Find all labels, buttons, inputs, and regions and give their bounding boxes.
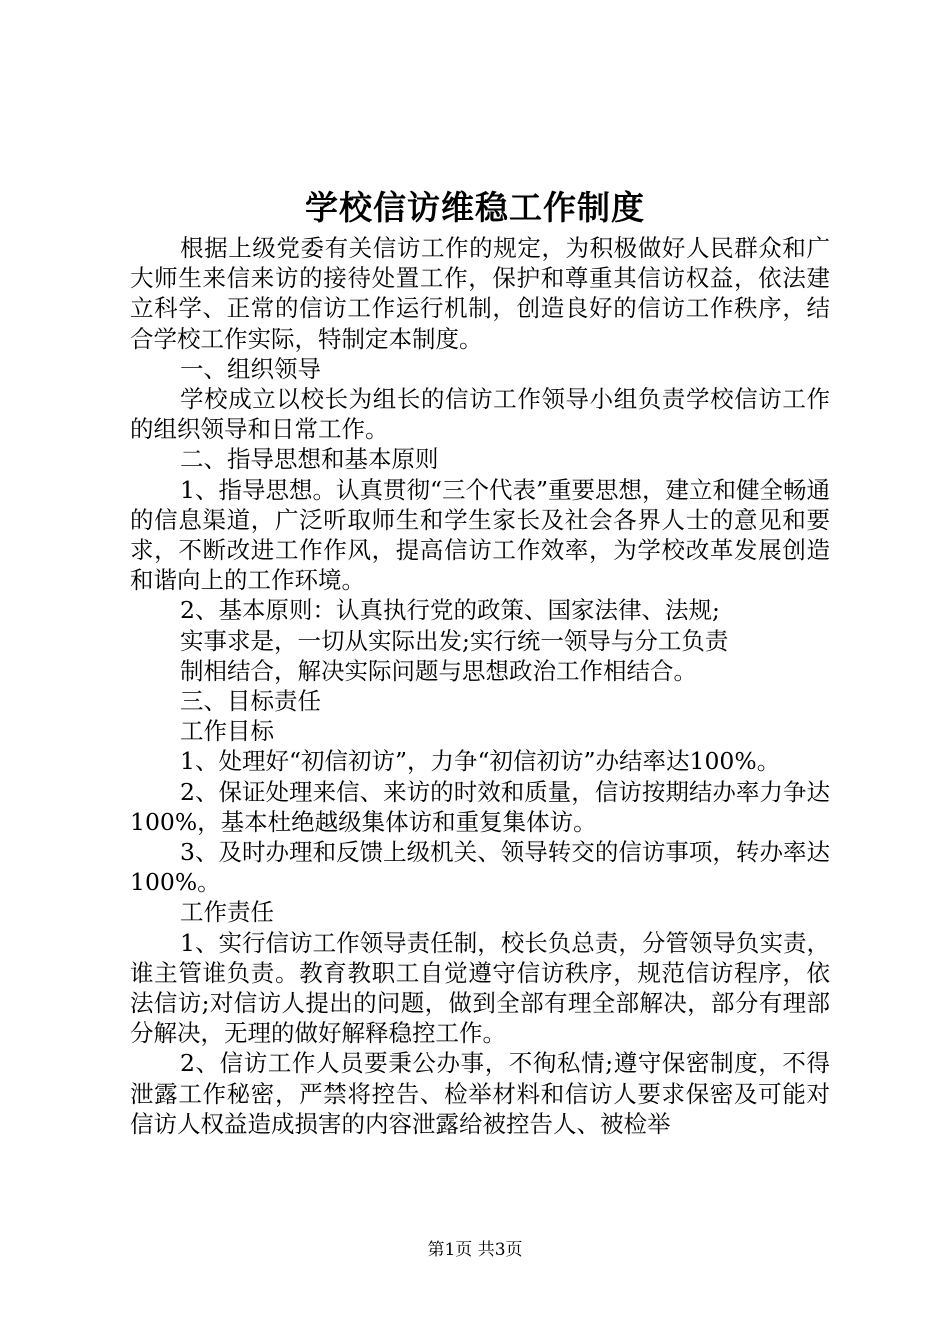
paragraph: 学校成立以校长为组长的信访工作领导小组负责学校信访工作的组织领导和日常工作。: [130, 385, 830, 444]
section-heading: 二、指导思想和基本原则: [180, 445, 439, 474]
document-body: [130, 233, 830, 1139]
paragraph: 1、处理好“初信初访”，力争“初信初访”办结率达100%。: [180, 747, 781, 776]
paragraph: 1、指导思想。认真贯彻“三个代表”重要思想，建立和健全畅通的信息渠道，广泛听取师生和学生家长及社会各界人士的意见和要求，不断改进工作作风，提高信访工作效率，为学校改革发展创造和谐向上的工作环境。: [130, 475, 830, 595]
subsection-heading: 工作目标: [180, 717, 274, 746]
section-heading: 三、目标责任: [180, 687, 321, 716]
paragraph: 3、及时办理和反馈上级机关、领导转交的信访事项，转办率达100%。: [130, 838, 830, 897]
paragraph: 1、实行信访工作领导责任制，校长负总责，分管领导负实责，谁主管谁负责。教育教职工自觉遵守信访秩序，规范信访程序，依法信访;对信访人提出的问题，做到全部有理全部解决，部分有理部分解决，无理的做好解释稳控工作。: [130, 928, 830, 1048]
subsection-heading: 工作责任: [180, 898, 274, 927]
page-number-footer: 第1页 共3页: [427, 1240, 523, 1260]
section-heading: 一、组织领导: [180, 354, 321, 383]
paragraph: 2、基本原则：认真执行党的政策、国家法律、法规;: [180, 596, 720, 625]
paragraph: 实事求是，一切从实际出发;实行统一领导与分工负责: [180, 626, 729, 655]
paragraph: 2、信访工作人员要秉公办事，不徇私情;遵守保密制度，不得泄露工作秘密，严禁将控告、检举材料和信访人要求保密及可能对信访人权益造成损害的内容泄露给被控告人、被检举: [130, 1049, 830, 1138]
paragraph: 2、保证处理来信、来访的时效和质量，信访按期结办率力争达100%，基本杜绝越级集体访和重复集体访。: [130, 777, 830, 836]
paragraph: 根据上级党委有关信访工作的规定，为积极做好人民群众和广大师生来信来访的接待处置工作，保护和尊重其信访权益，依法建立科学、正常的信访工作运行机制，创造良好的信访工作秩序，结合学校工作实际，特制定本制度。: [130, 234, 830, 353]
document-title: 学校信访维稳工作制度: [305, 188, 645, 227]
paragraph: 制相结合，解决实际问题与思想政治工作相结合。: [180, 656, 697, 685]
